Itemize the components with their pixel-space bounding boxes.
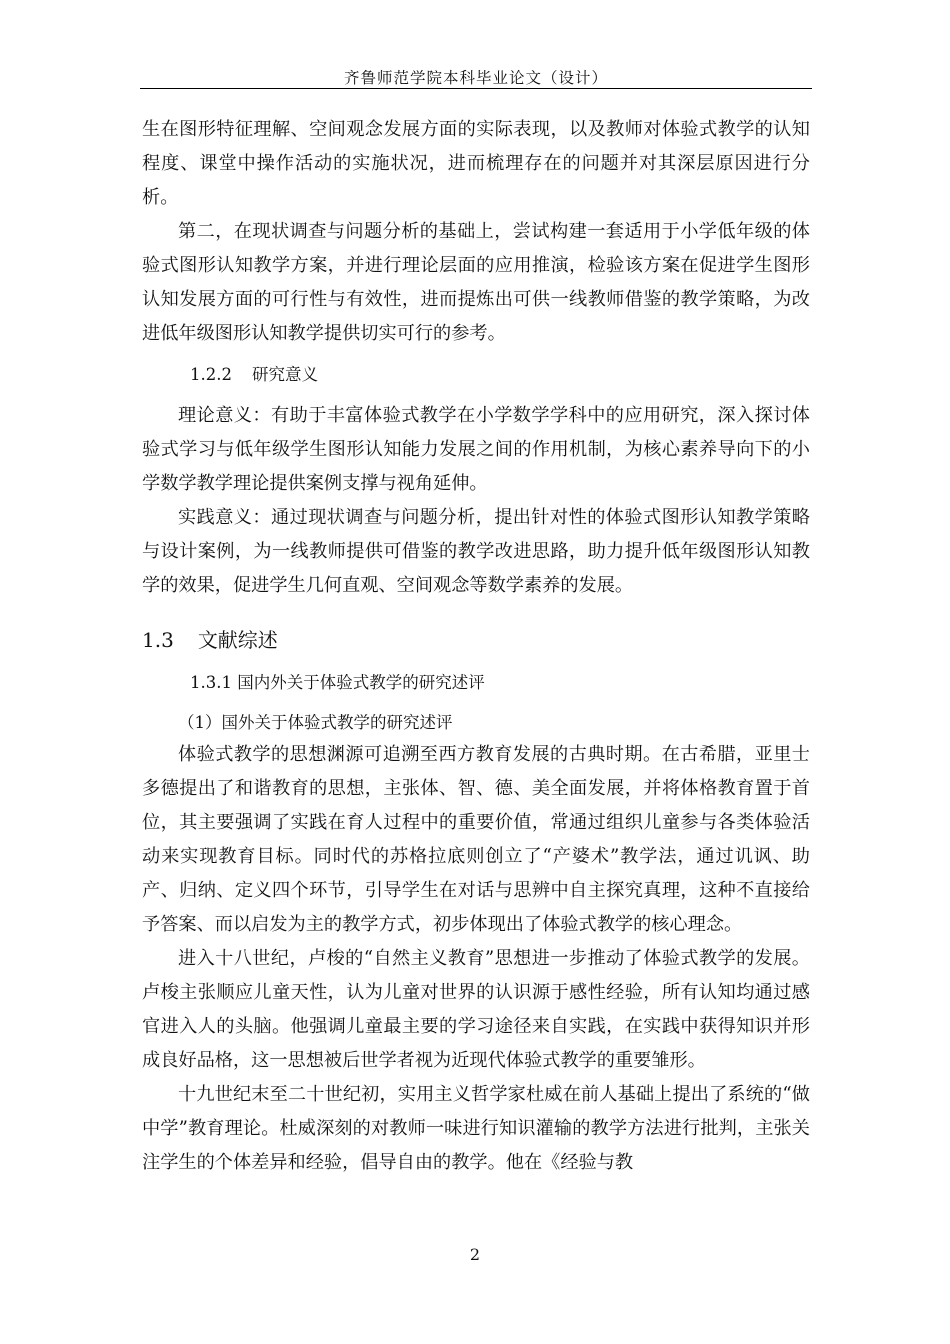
paragraph: 第二，在现状调查与问题分析的基础上，尝试构建一套适用于小学低年级的体验式图形认知教学方案，并进行理论层面的应用推演，检验该方案在促进学生图形认知发展方面的可行性与有效性，进而提炼出可供一线教师借鉴的教学策略，为改进低年级图形认知教学提供切实可行的参考。 [142,221,810,344]
paragraph: 体验式教学的思想渊源可追溯至西方教育发展的古典时期。在古希腊，亚里士多德提出了和谐教育的思想，主张体、智、德、美全面发展，并将体格教育置于首位，其主要强调了实践在育人过程中的重要价值，常通过组织儿童参与各类体验活动来实现教育目标。同时代的苏格拉底则创立了“产婆术”教学法，通过讥讽、助产、归纳、定义四个环节，引导学生在对话与思辨中自主探究真理，这种不直接给予答案、而以启发为主的教学方式，初步体现出了体验式教学的核心理念。 [142,744,810,935]
paragraph: 理论意义：有助于丰富体验式教学在小学数学学科中的应用研究，深入探讨体验式学习与低年级学生图形认知能力发展之间的作用机制，为核心素养导向下的小学数学教学理论提供案例支撑与视角延伸。 [142,405,810,494]
section-heading-1-2-2 [190,358,810,392]
section-title: 研究意义 [251,365,318,384]
page-number: 2 [469,1245,481,1264]
section-heading-1-3 [142,623,810,657]
section-title: 文献综述 [197,628,278,652]
section-heading-1-3-1: 1.3.1 国内外关于体验式教学的研究述评 [190,673,485,692]
header-rule [140,88,812,89]
running-header: 齐鲁师范学院本科毕业论文（设计） [343,69,608,87]
page-body [142,113,810,1180]
paragraph: 生在图形特征理解、空间观念发展方面的实际表现，以及教师对体验式教学的认知程度、课堂中操作活动的实施状况，进而梳理存在的问题并对其深层原因进行分析。 [142,119,810,208]
section-number: 1.2.2 [190,365,232,384]
paragraph: 十九世纪末至二十世纪初，实用主义哲学家杜威在前人基础上提出了系统的“做中学”教育理论。杜威深刻的对教师一味进行知识灌输的教学方法进行批判，主张关注学生的个体差异和经验，倡导自由的教学。他在《经验与教 [142,1084,810,1173]
section-number: 1.3 [142,628,174,652]
paragraph: 进入十八世纪，卢梭的“自然主义教育”思想进一步推动了体验式教学的发展。卢梭主张顺应儿童天性，认为儿童对世界的认识源于感性经验，所有认知均通过感官进入人的头脑。他强调儿童最主要的学习途径来自实践，在实践中获得知识并形成良好品格，这一思想被后世学者视为近现代体验式教学的重要雏形。 [142,948,810,1071]
paragraph: 实践意义：通过现状调查与问题分析，提出针对性的体验式图形认知教学策略与设计案例，为一线教师提供可借鉴的教学改进思路，助力提升低年级图形认知教学的效果，促进学生几何直观、空间观念等数学素养的发展。 [142,507,810,596]
subsection-heading: （1）国外关于体验式教学的研究述评 [178,713,453,732]
